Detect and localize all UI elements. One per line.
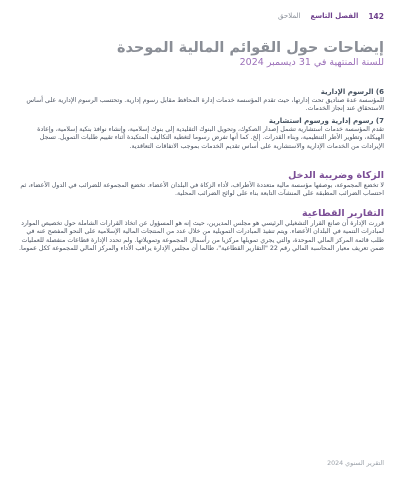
section-text: قررت الإدارة أن صانع القرار التشغيلي الرئيسي هو مجلس المديرين، حيث إنه هو المسؤول عن اتخاذ القرارات الشاملة حول تخصيص الموارد لمبادرات التنمية في البلدان الأعضاء. ويتم تنفيذ المبادرات التمويلية من خلال عدد من المنتجات المالية الإسلامية على النحو المفصح عنه في طلب قائمة المركز المالي الموحدة، والتي يجري تمويلها مركزيا من رأسمال المجموعة وتمويلاتها. ولم تحدد الإدارة قطاعات منفصلة للعمليات ضمن تعريف معيار المحاسبة المالي رقم 22 "التقارير القطاعية"، طالما أن مجلس الإدارة يراقب الأداء والمركز المالي للمجموعة ككل عموما. <box>18 220 384 253</box>
segment-reporting-section <box>16 208 384 254</box>
section-text: لا تخضع المجموعة، بوصفها مؤسسة مالية متعددة الأطراف، لأداء الزكاة في البلدان الأعضاء. تخضع المجموعة للضرائب في الدول الأعضاء، ثم احتساب الضرائب المطبقة على المنشآت التابعة بناء على لوائح الضرائب المحلية. <box>20 182 384 198</box>
zakat-tax-section <box>16 170 384 199</box>
admin-fees-section <box>16 88 384 114</box>
page-title: إيضاحات حول القوائم المالية الموحدة <box>116 40 384 56</box>
section-heading: 6) الرسوم الإدارية <box>320 88 384 96</box>
page-footer: التقرير السنوي 2024 <box>327 460 384 467</box>
chapter-label: الفصل التاسع <box>310 12 359 20</box>
page-header <box>16 9 384 23</box>
section-text: تقدم المؤسسة خدمات استشارية تشمل إصدار الصكوك، وتحويل البنوك التقليدية إلى بنوك إسلامية، وإنشاء نوافذ بنكية إسلامية، وإعادة الهيكلة، وتطوير الأطر التنظيمية، وبناء القدرات. إلخ. كما أنها تفرض رسوما لتغطية التكاليف المتكبدة أثناء تقييم طلبات التمويل. تسجل الإيرادات من الخدمات الإدارية والاستشارية على أساس تقديم الخدمات بموجب الاتفاقات التعاقدية. <box>37 126 384 150</box>
page-subtitle: للسنة المنتهية في 31 ديسمبر 2024 <box>239 57 384 68</box>
section-heading: الزكاة وضريبة الدخل <box>288 170 384 181</box>
section-label: الملاحق <box>278 12 301 20</box>
section-heading: التقارير القطاعية <box>302 208 384 219</box>
page-number: 142 <box>368 11 384 21</box>
advisory-fees-section <box>16 117 384 151</box>
section-heading: 7) رسوم إدارية ورسوم استشارية <box>268 117 384 125</box>
section-text: للمؤسسة عدة صناديق تحت إدارتها، حيث تقدم المؤسسة خدمات إدارة المحافظ مقابل رسوم إدارية. وتحتسب الرسوم الإدارية على أساس الاستحقاق عند إنجاز الخدمات. <box>26 97 384 113</box>
